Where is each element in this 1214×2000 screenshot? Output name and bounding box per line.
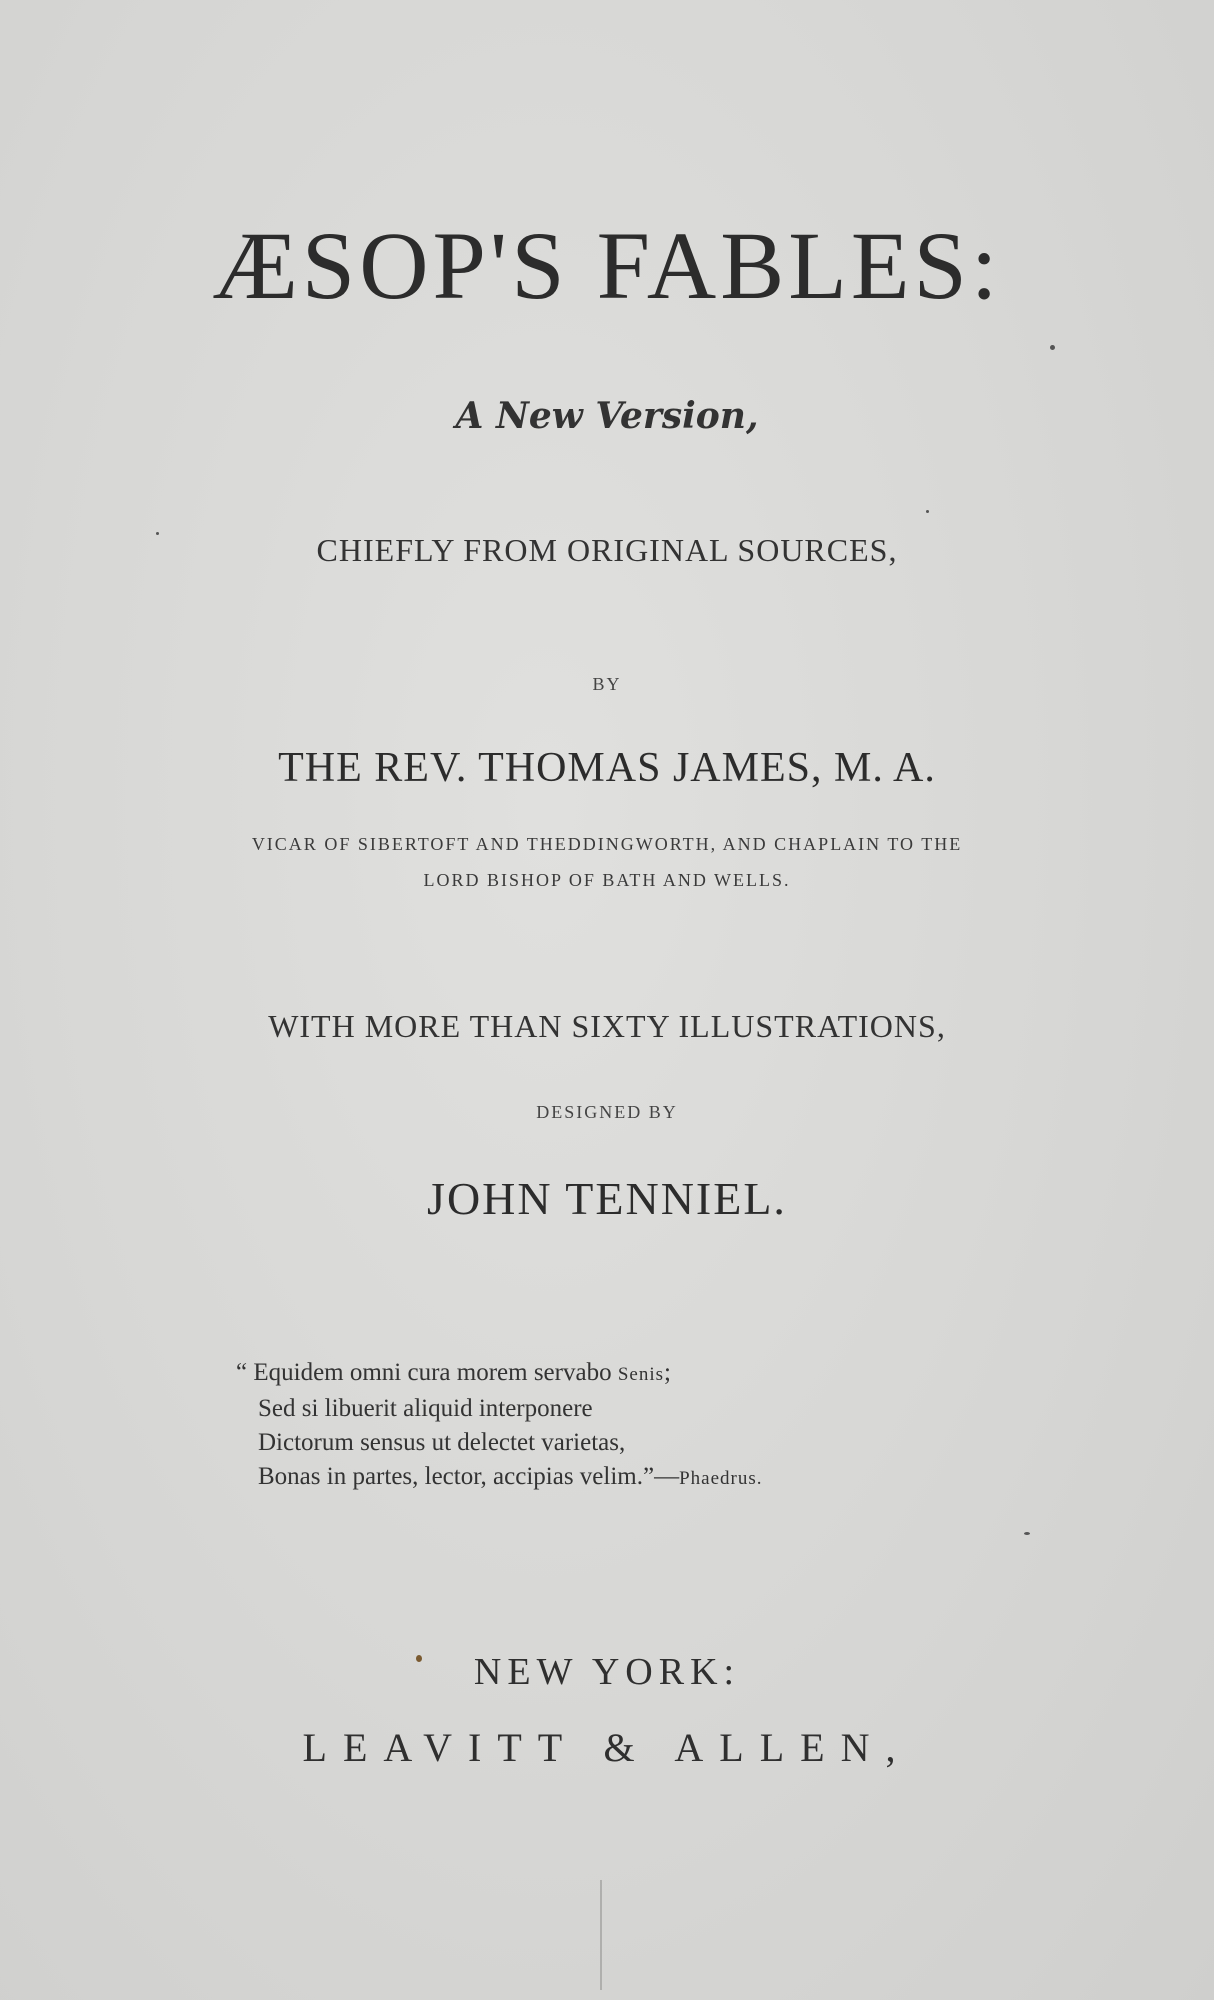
author-affiliation-line-2: LORD BISHOP OF BATH AND WELLS. [423, 870, 791, 890]
epigraph-line-3: Dictorum sensus ut delectet varietas, [258, 1429, 626, 1456]
author-name: THE REV. THOMAS JAMES, M. A. [278, 745, 936, 791]
publisher-name: LEAVITT & ALLEN, [302, 1725, 912, 1770]
sources-line: CHIEFLY FROM ORIGINAL SOURCES, [316, 532, 898, 568]
print-speck [416, 1655, 422, 1662]
epigraph-name: Senis [617, 1364, 665, 1385]
print-speck [926, 510, 929, 513]
epigraph-line-1-end: ; [664, 1359, 671, 1386]
print-speck [156, 532, 159, 535]
print-scratch [600, 1880, 602, 1990]
epigraph-line-4 [236, 1460, 1036, 1496]
epigraph-attribution: Phaedrus. [679, 1468, 763, 1489]
epigraph-line-4-text: Bonas in partes, lector, accipias velim.”— [258, 1463, 680, 1490]
epigraph-line-1 [236, 1356, 1036, 1392]
author-affiliation-line-1: VICAR OF SIBERTOFT AND THEDDINGWORTH, AND CHAPLAIN TO THE [251, 834, 963, 854]
illustrator-name: JOHN TENNIEL. [427, 1173, 787, 1224]
by-label: BY [592, 674, 622, 694]
illustrations-line: WITH MORE THAN SIXTY ILLUSTRATIONS, [268, 1008, 946, 1044]
epigraph [236, 1356, 1036, 1496]
print-speck [1050, 345, 1055, 350]
book-title: ÆSOP'S FABLES: [212, 212, 1002, 319]
epigraph-line-1-text: “ Equidem omni cura morem servabo [236, 1359, 618, 1386]
designed-by-label: DESIGNED BY [536, 1102, 678, 1122]
print-speck [1024, 1532, 1030, 1535]
epigraph-line-2: Sed si libuerit aliquid interponere [258, 1395, 593, 1422]
publication-place: NEW YORK: [473, 1651, 741, 1693]
book-subtitle: A New Version, [455, 395, 759, 437]
